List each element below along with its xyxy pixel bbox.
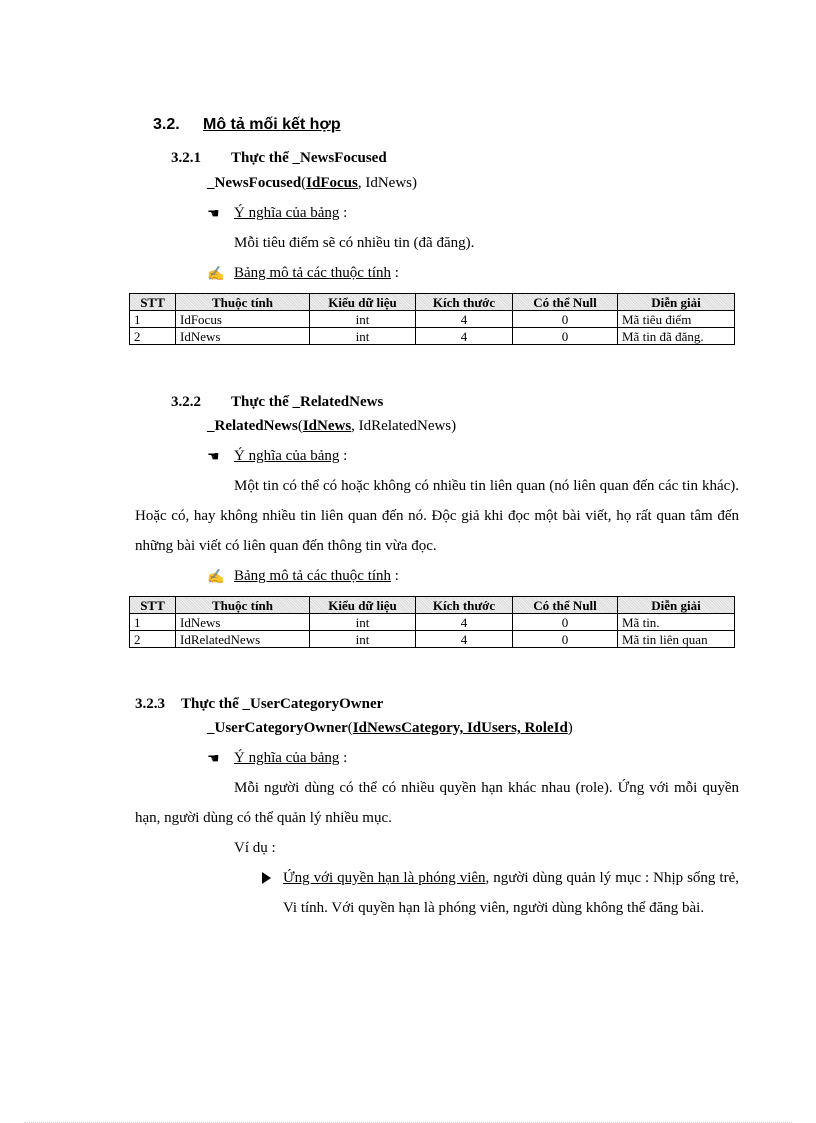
meaning-label-text: Ý nghĩa của bảng — [234, 205, 340, 221]
example-label: Ví dụ : — [234, 840, 276, 856]
table-cell: 4 — [416, 328, 513, 345]
meaning-label — [234, 448, 347, 465]
colon: : — [339, 205, 348, 221]
meaning-label-text: Ý nghĩa của bảng — [234, 750, 340, 766]
attributes-label-text: Bảng mô tả các thuộc tính — [234, 265, 392, 281]
colon: : — [391, 568, 399, 584]
subsection-number: 3.2.3 — [135, 696, 165, 712]
schema-name: _RelatedNews — [207, 418, 298, 434]
schema-name: _NewsFocused — [207, 175, 302, 191]
schema-key: IdNewsCategory, IdUsers, RoleId — [352, 720, 568, 736]
colon: : — [391, 265, 399, 281]
table-cell: 1 — [130, 614, 176, 631]
table-cell: 0 — [513, 631, 618, 648]
schema-name: _UserCategoryOwner — [207, 720, 348, 736]
schema-rest: ) — [567, 720, 573, 736]
table-row — [130, 614, 735, 631]
table-cell: 0 — [513, 311, 618, 328]
table-cell: Mã tin đã đăng. — [618, 328, 735, 345]
writing-hand-icon: ✍ — [207, 267, 225, 282]
table-cell: IdFocus — [176, 311, 310, 328]
table-header-row — [130, 294, 735, 311]
subsection-title: Thực thể _RelatedNews — [231, 394, 384, 410]
column-header: Thuộc tính — [176, 294, 310, 311]
column-header: Kiểu dữ liệu — [310, 294, 416, 311]
column-header: Kích thước — [416, 294, 513, 311]
attributes-label — [234, 265, 399, 282]
attributes-table — [129, 293, 735, 345]
section-title: Mô tả mối kết hợp — [203, 116, 341, 133]
attributes-label-text: Bảng mô tả các thuộc tính — [234, 568, 392, 584]
writing-hand-icon: ✍ — [207, 570, 225, 585]
table-cell: int — [310, 311, 416, 328]
column-header: Diễn giải — [618, 294, 735, 311]
table-row — [130, 631, 735, 648]
meaning-label-text: Ý nghĩa của bảng — [234, 448, 340, 464]
table-cell: Mã tiêu điểm — [618, 311, 735, 328]
column-header: Thuộc tính — [176, 597, 310, 614]
table-cell: 4 — [416, 311, 513, 328]
table-cell: 0 — [513, 614, 618, 631]
pointing-hand-icon: ☚ — [207, 207, 220, 222]
table-cell: 4 — [416, 614, 513, 631]
colon: : — [339, 448, 348, 464]
schema-rest: , IdNews) — [357, 175, 418, 191]
table-cell: int — [310, 614, 416, 631]
schema-key: IdFocus — [306, 175, 358, 191]
table-cell: Mã tin liên quan — [618, 631, 735, 648]
attributes-table — [129, 596, 735, 648]
colon: : — [339, 750, 348, 766]
column-header: STT — [130, 597, 176, 614]
schema-line: _RelatedNews(IdNews, IdRelatedNews) — [207, 418, 457, 434]
table-cell: IdNews — [176, 328, 310, 345]
schema-key: IdNews — [302, 418, 352, 434]
column-header: Kích thước — [416, 597, 513, 614]
meaning-label — [234, 205, 347, 222]
subsection-number: 3.2.1 — [171, 150, 201, 166]
table-row — [130, 328, 735, 345]
table-cell: 2 — [130, 328, 176, 345]
column-header: Kiểu dữ liệu — [310, 597, 416, 614]
list-item — [283, 863, 739, 923]
bullet-underlined-text: Ứng với quyền hạn là phóng viên — [283, 870, 486, 886]
attributes-label — [234, 568, 399, 585]
table-cell: int — [310, 631, 416, 648]
bullet-arrow-icon — [262, 872, 271, 889]
table-row — [130, 311, 735, 328]
subsection-title: Thực thể _UserCategoryOwner — [181, 696, 384, 712]
table-cell: Mã tin. — [618, 614, 735, 631]
table-cell: 1 — [130, 311, 176, 328]
bullet-text: , người dùng quản lý mục : Nhịp sống trẻ, Vi tính. Với quyền hạn là phóng viên, người dùng không thể đăng bài. — [283, 870, 739, 916]
schema-rest: , IdRelatedNews) — [351, 418, 457, 434]
pointing-hand-icon: ☚ — [207, 450, 220, 465]
table-cell: 4 — [416, 631, 513, 648]
column-header: Diễn giải — [618, 597, 735, 614]
table-header-row — [130, 597, 735, 614]
table-cell: IdRelatedNews — [176, 631, 310, 648]
schema-line: _UserCategoryOwner(IdNewsCategory, IdUsers, RoleId) — [207, 720, 573, 736]
section-number: 3.2. — [153, 116, 180, 133]
meaning-label — [234, 750, 347, 767]
meaning-text: Một tin có thể có hoặc không có nhiều tin liên quan (nó liên quan đến các tin khác). Hoặc có, hay không nhiều tin liên quan đến nó. Độc giả khi đọc một bài viết, họ rất quan tâm đến những bài viết có liên quan đến thông tin vừa đọc. — [135, 478, 739, 554]
table-cell: 2 — [130, 631, 176, 648]
subsection-title: Thực thể _NewsFocused — [231, 150, 387, 166]
table-cell: IdNews — [176, 614, 310, 631]
column-header: STT — [130, 294, 176, 311]
meaning-text: Mỗi tiêu điểm sẽ có nhiều tin (đã đăng). — [234, 235, 475, 251]
table-cell: 0 — [513, 328, 618, 345]
column-header: Có thể Null — [513, 294, 618, 311]
pointing-hand-icon: ☚ — [207, 752, 220, 767]
meaning-text: Mỗi người dùng có thể có nhiều quyền hạn khác nhau (role). Ứng với mỗi quyền hạn, người dùng có thể quản lý nhiều mục. — [135, 780, 739, 826]
column-header: Có thể Null — [513, 597, 618, 614]
schema-line: _NewsFocused(IdFocus, IdNews) — [207, 175, 418, 191]
subsection-number: 3.2.2 — [171, 394, 201, 410]
table-cell: int — [310, 328, 416, 345]
